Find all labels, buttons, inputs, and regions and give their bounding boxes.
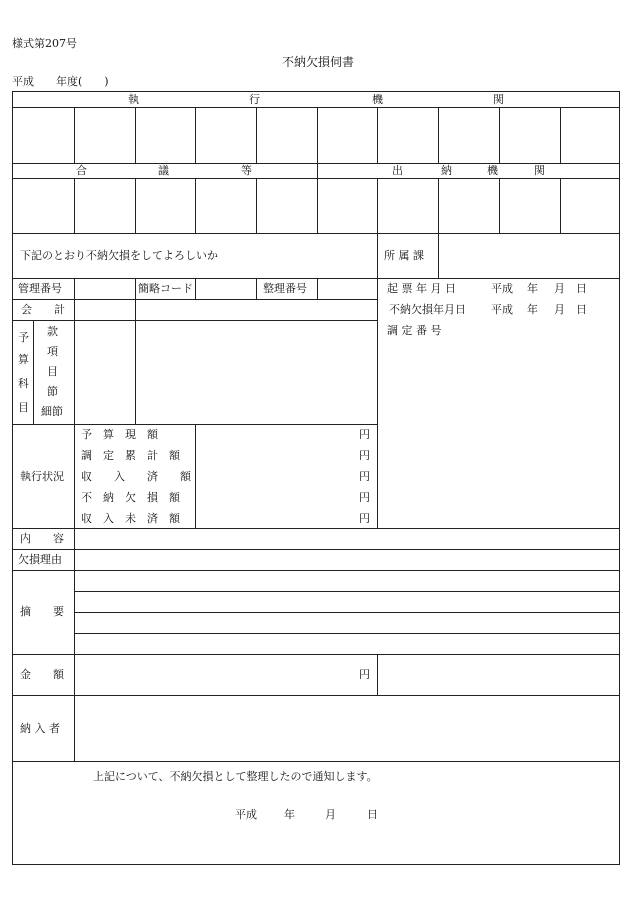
loss-date-label: 不納欠損年月日	[389, 303, 466, 316]
management-number-label: 管理番号	[18, 282, 62, 295]
loss-reason-label: 欠損理由	[18, 553, 62, 566]
treasury-header-char-2: 納	[441, 164, 452, 177]
fiscal-year-label: 平成 年度( )	[12, 75, 109, 88]
account-label: 会 計	[21, 303, 65, 316]
execution-header-char-3: 機	[372, 93, 383, 106]
budget-subject-char-1: 予	[18, 331, 29, 344]
amount-label: 金 額	[20, 668, 64, 681]
execution-header-char-1: 執	[128, 93, 139, 106]
loss-date-month: 月	[554, 303, 565, 316]
notice-text: 上記について、不納欠損として整理したので通知します。	[93, 770, 378, 783]
budget-subject-char-3: 科	[18, 377, 29, 390]
draft-date-year: 年	[527, 282, 538, 295]
adjustment-number-label: 調 定 番 号	[387, 324, 442, 337]
budget-subject-char-2: 算	[18, 353, 29, 366]
consultation-header-char-2: 議	[158, 164, 169, 177]
form-number: 様式第207号	[12, 37, 77, 50]
draft-date-day: 日	[576, 282, 587, 295]
yen-4: 円	[359, 491, 370, 504]
budget-level-3: 目	[47, 365, 58, 378]
budget-level-2: 項	[47, 345, 58, 358]
budget-level-4: 節	[47, 385, 58, 398]
summary-label: 摘 要	[20, 605, 64, 618]
yen-1: 円	[359, 428, 370, 441]
yen-5: 円	[359, 512, 370, 525]
abbreviation-code-label: 簡略コード	[138, 282, 193, 295]
loss-date-year: 年	[527, 303, 538, 316]
treasury-header-char-3: 機	[487, 164, 498, 177]
content-label: 内 容	[20, 532, 64, 545]
department-label: 所 属 課	[384, 249, 424, 262]
status-loss: 不 納 欠 損 額	[81, 491, 180, 504]
notice-date-era: 平成	[235, 808, 257, 821]
status-received: 収 入 済 額	[81, 470, 191, 483]
loss-request-form	[12, 91, 620, 865]
execution-header-char-2: 行	[249, 93, 260, 106]
budget-level-5: 細節	[41, 405, 63, 418]
amount-yen: 円	[359, 668, 370, 681]
payer-label: 納 入 者	[20, 722, 60, 735]
execution-status-label: 執行状況	[20, 470, 64, 483]
execution-header-char-4: 関	[493, 93, 504, 106]
loss-date-day: 日	[576, 303, 587, 316]
yen-2: 円	[359, 449, 370, 462]
status-budget-current: 予 算 現 額	[81, 428, 158, 441]
notice-date-month: 月	[325, 808, 336, 821]
treasury-header-char-4: 関	[534, 164, 545, 177]
budget-subject-char-4: 目	[18, 401, 29, 414]
document-title: 不納欠損伺書	[282, 55, 355, 69]
consultation-header-char-3: 等	[241, 164, 252, 177]
reference-number-label: 整理番号	[263, 282, 307, 295]
budget-level-1: 款	[47, 325, 58, 338]
status-unreceived: 収 入 未 済 額	[81, 512, 180, 525]
notice-date-year: 年	[284, 808, 295, 821]
draft-date-month: 月	[554, 282, 565, 295]
yen-3: 円	[359, 470, 370, 483]
draft-date-era: 平成	[491, 282, 513, 295]
notice-date-day: 日	[367, 808, 378, 821]
consultation-header-char-1: 合	[76, 164, 87, 177]
loss-date-era: 平成	[491, 303, 513, 316]
status-adjustment-total: 調 定 累 計 額	[81, 449, 180, 462]
draft-date-label: 起 票 年 月 日	[387, 282, 456, 295]
treasury-header-char-1: 出	[392, 164, 403, 177]
request-text: 下記のとおり不納欠損をしてよろしいか	[20, 249, 218, 262]
